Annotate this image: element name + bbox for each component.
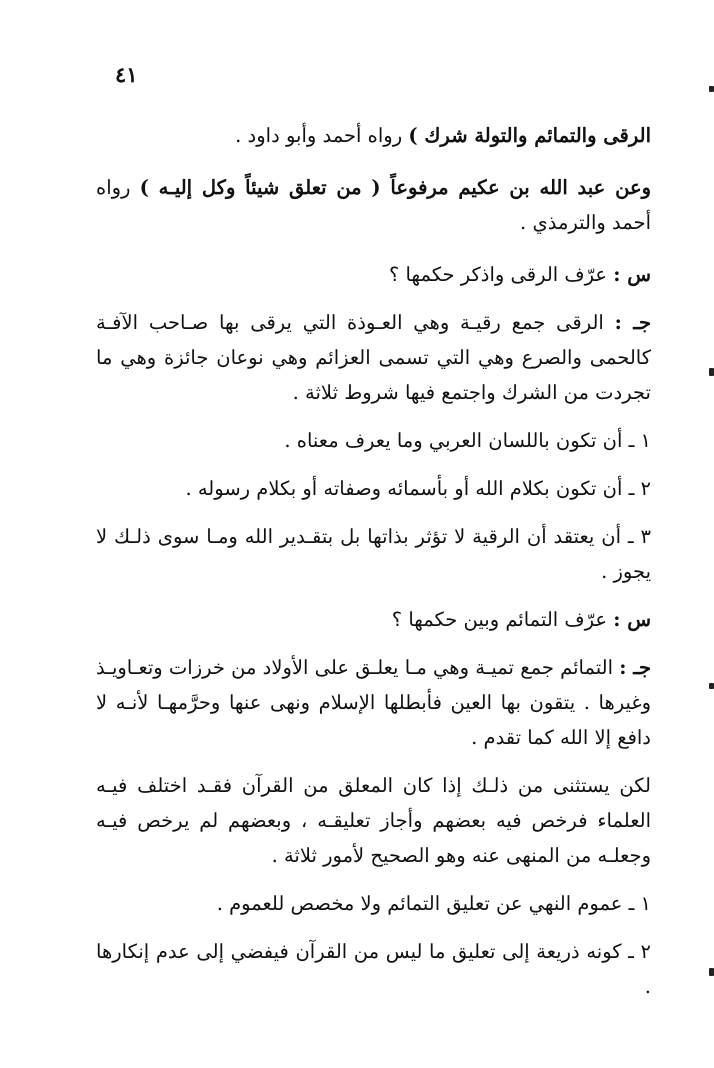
- question-text: عرّف التمائم وبين حكمها ؟: [391, 608, 614, 631]
- question-text: عرّف الرقى واذكر حكمها ؟: [388, 263, 614, 286]
- answer-label: جـ :: [619, 656, 651, 679]
- answer-label: جـ :: [614, 311, 651, 334]
- page-body: [96, 118, 651, 1004]
- question-tamaim: [96, 602, 651, 637]
- answer-text: التمائم جمع تميـة وهي مـا يعلـق على الأولاد من خرزات وتعـاويـذ وغيرها . يتقون بها العين فأبطلها الإسلام ونهى عنها وحرَّمهـا لأنـه لا دافع إلا الله كما تقدم .: [96, 656, 651, 749]
- hadith-source: رواه أحمد وأبو داود .: [235, 124, 409, 147]
- question-label: س :: [613, 263, 651, 286]
- reason-item-1: ١ ـ عموم النهي عن تعليق التمائم ولا مخصص للعموم .: [216, 892, 651, 915]
- question-label: س :: [613, 608, 651, 631]
- scan-edge-mark: [709, 368, 714, 376]
- condition-item-1: ١ ـ أن تكون باللسان العربي وما يعرف معناه .: [284, 429, 651, 452]
- paragraph-exception: لكن يستثنى من ذلـك إذا كان المعلق من القرآن فقـد اختلف فيـه العلماء فرخص فيه بعضهم وأجاز تعليقـه ، وبعضهم لم يرخص فيـه وجعلـه من المنهى عنه وهو الصحيح لأمور ثلاثة .: [96, 774, 651, 867]
- scan-edge-mark: [709, 86, 714, 92]
- hadith-text: الرقى والتمائم والتولة شرك ): [408, 124, 651, 147]
- scan-edge-mark: [709, 683, 714, 689]
- question-ruqa: [96, 257, 651, 292]
- condition-item-2: ٢ ـ أن تكون بكلام الله أو بأسمائه وصفاته أو بكلام رسوله .: [185, 477, 651, 500]
- page-number: ٤١: [115, 62, 138, 87]
- answer-text: الرقى جمع رقيـة وهي العـوذة التي يرقى بها صـاحب الآفـة كالحمى والصرع وهي التي تسمى العزائم وهي نوعان جائزة وهي ما تجردت من الشرك واجتمع فيها شروط ثلاثة .: [96, 311, 651, 404]
- paragraph-hadith-abdullah: [96, 170, 651, 240]
- hadith-text: وعن عبد الله بن عكيم مرفوعاً ( من تعلق شيئاً وكل إليـه ): [139, 176, 651, 199]
- paragraph-hadith-ruqa: [96, 118, 651, 153]
- condition-item-3: ٣ ـ أن يعتقد أن الرقية لا تؤثر بذاتها بل بتقـدير الله ومـا سوى ذلـك لا يجوز .: [96, 525, 651, 583]
- answer-ruqa: [96, 305, 651, 410]
- reason-item-2: ٢ ـ كونه ذريعة إلى تعليق ما ليس من القرآن فيفضي إلى عدم إنكارها .: [96, 940, 651, 998]
- answer-tamaim: [96, 650, 651, 755]
- hadith-source: رواه أحمد والترمذي .: [96, 176, 651, 234]
- scan-edge-mark: [709, 968, 714, 976]
